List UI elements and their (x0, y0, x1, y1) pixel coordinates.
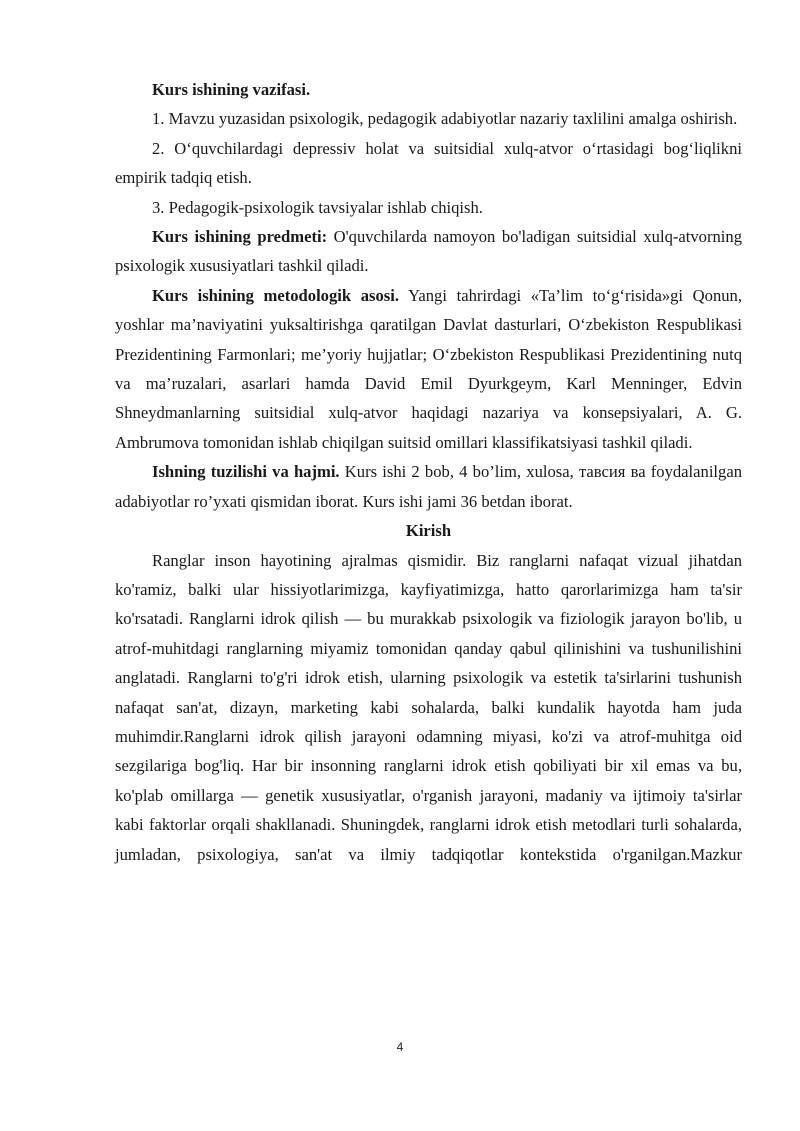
predmet-label: Kurs ishining predmeti: (152, 227, 328, 247)
kirish-title: Kirish (405, 521, 452, 541)
section-heading-vazifasi: Kurs ishining vazifasi. (152, 80, 311, 99)
task-item-2: 2. O‘quvchilardagi depressiv holat va suitsidial xulq-atvor o‘rtasidagi bog‘liqlikni empirik tadqiq etish. (115, 138, 742, 188)
document-page (115, 75, 742, 869)
paragraph-kirish: Ranglar inson hayotining ajralmas qismidir. Biz ranglarni nafaqat vizual jihatdan ko'ramiz, balki ular hissiyotlarimizga, kayfiyatimizga, hatto qarorlarimizga ham ta'sir ko'rsatadi. Ranglarni idrok qilish — bu murakkab psixologik va fiziologik jarayon bo'lib, u atrof-muhitdagi ranglarning miyamiz tomonidan qanday qabul qilinishini va tushunilishini anglatadi. Ranglarni to'g'ri idrok etish, ularning psixologik va estetik ta'sirlarini tushunish nafaqat san'at, dizayn, marketing kabi sohalarda, balki kundalik hayotda ham juda muhimdir.Ranglarni idrok qilish jarayoni odamning miyasi, ko'zi va atrof-muhitga oid sezgilariga bog'liq. Har bir insonning ranglarni idrok etish qobiliyati bir xil emas va bu, ko'plab omillarga — genetik xususiyatlar, o'rganish jarayoni, madaniy va ijtimoiy ta'sirlar kabi faktorlar orqali shakllanadi. Shuningdek, ranglarni idrok etish metodlari turli sohalarda, jumladan, psixologiya, san'at va ilmiy tadqiqotlar kontekstida o'rganilgan.Mazkur (115, 550, 742, 864)
task-item-3: 3. Pedagogik-psixologik tavsiyalar ishlab chiqish. (152, 197, 483, 217)
metod-text: Yangi tahrirdagi «Ta’lim to‘g‘risida»gi Qonun, yoshlar ma’naviyatini yuksaltirishga qaratilgan Davlat dasturlari, O‘zbekiston Respublikasi Prezidentining Farmonlari; me’yoriy hujjatlar; O‘zbekiston Respublikasi Prezidentining nutq va ma’ruzalari, asarlari hamda David Emil Dyurkgeym, Karl Menninger, Edvin Shneydmanlarning suitsidial xulq-atvor haqidagi nazariya va konsepsiyalari, A. G. Ambrumova tomonidan ishlab chiqilgan suitsid omillari klassifikatsiyasi tashkil qiladi. (115, 285, 742, 452)
tuzilish-label: Ishning tuzilishi va hajmi. (152, 462, 340, 482)
paragraph-predmet (115, 222, 742, 281)
task-item-1: 1. Mavzu yuzasidan psixologik, pedagogik adabiyotlar nazariy taxlilini amalga oshirish. (152, 109, 738, 129)
page-number: 4 (396, 1040, 404, 1054)
predmet-text: O'quvchilarda namoyon bo'ladigan suitsidial xulq-atvorning psixologik xususiyatlari tashkil qiladi. (115, 227, 742, 276)
tuzilish-text: Kurs ishi 2 bob, 4 bo’lim, xulosa, тавсия ва foydalanilgan adabiyotlar ro’yxati qismidan iborat. Kurs ishi jami 36 betdan iborat. (115, 462, 742, 511)
paragraph-metodologik-asos (115, 281, 742, 457)
paragraph-tuzilish (115, 457, 742, 516)
metod-label: Kurs ishining metodologik asosi. (152, 285, 400, 305)
